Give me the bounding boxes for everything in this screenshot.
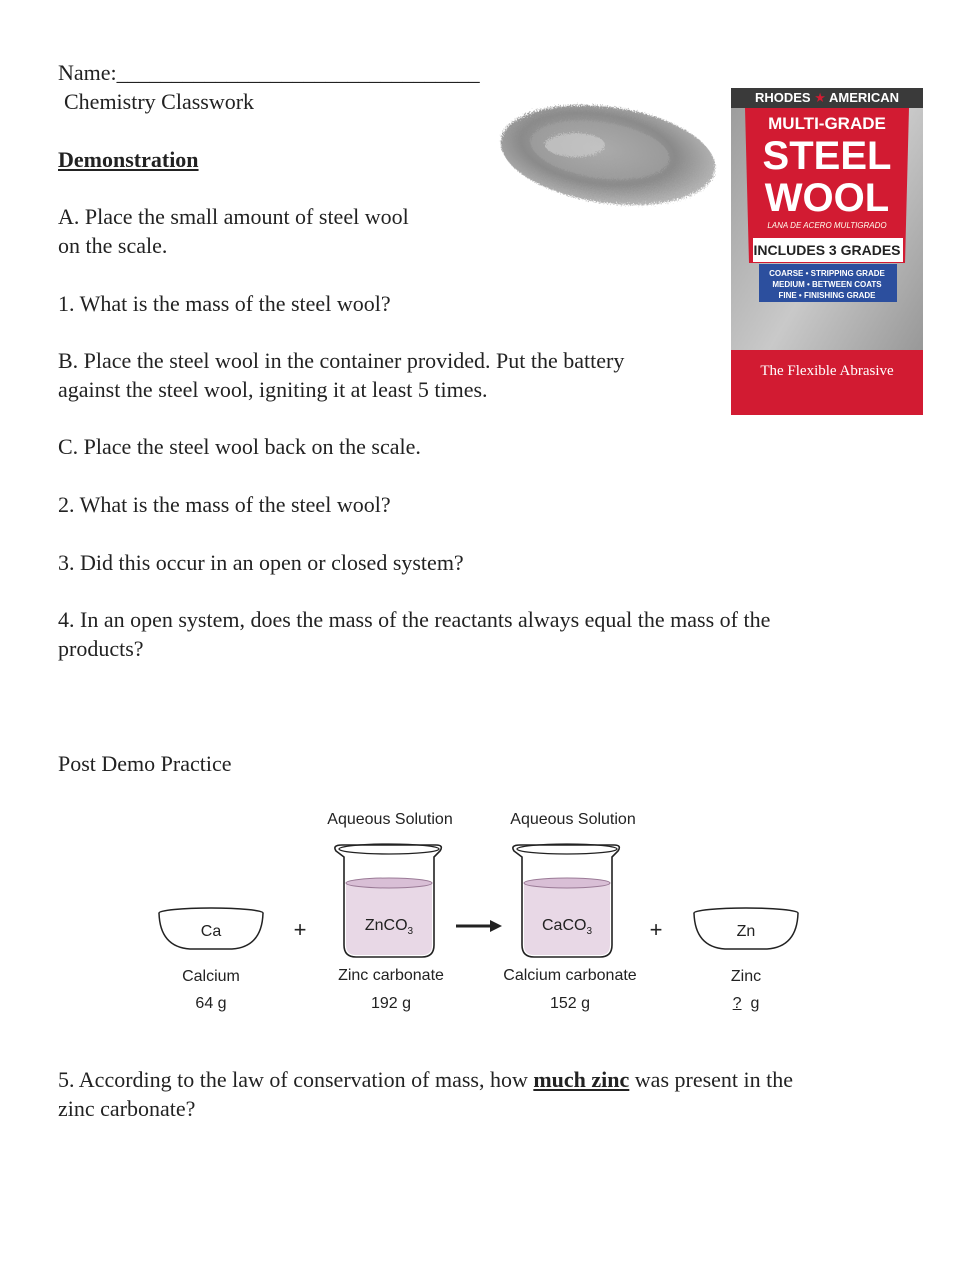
question-1: 1. What is the mass of the steel wool? bbox=[58, 291, 391, 316]
calcium-carbonate-formula: CaCO$_3$ bbox=[541, 917, 592, 938]
calcium-name: Calcium bbox=[182, 968, 240, 985]
zinc-name: Zinc bbox=[730, 968, 762, 985]
step-c: C. Place the steel wool back on the scale. bbox=[58, 434, 421, 459]
package-spanish: LANA DE ACERO MULTIGRADO bbox=[767, 221, 887, 230]
zinc-carbonate-mass: 192 g bbox=[370, 995, 412, 1012]
question-5-emphasis: much zinc bbox=[533, 1067, 630, 1092]
step-a-line2: on the scale. bbox=[58, 233, 168, 258]
step-a-line1: A. Place the small amount of steel wool bbox=[58, 204, 409, 229]
name-line: _________________________________ bbox=[116, 60, 480, 85]
grade-medium: MEDIUM • BETWEEN COATS bbox=[772, 280, 882, 289]
zinc-mass-unknown: ? bbox=[732, 995, 742, 1012]
calcium-carbonate-name: Calcium carbonate bbox=[503, 967, 637, 984]
reaction-diagram bbox=[150, 805, 810, 1030]
question-5-line1 bbox=[58, 1065, 793, 1094]
steel-wool-image bbox=[495, 95, 725, 220]
plus-sign-2: + bbox=[649, 917, 663, 942]
calcium-carbonate-beaker bbox=[513, 844, 619, 957]
star-icon: ★ bbox=[814, 90, 826, 105]
name-label: Name: bbox=[58, 60, 117, 85]
demo-heading: Demonstration bbox=[58, 147, 199, 172]
calcium-formula: Ca bbox=[200, 923, 222, 940]
question-5-pre: 5. According to the law of conservation of mass, how bbox=[58, 1067, 534, 1092]
question-5-post: was present in the bbox=[629, 1067, 794, 1092]
question-4-line2: products? bbox=[58, 636, 144, 661]
package-includes: INCLUDES 3 GRADES bbox=[753, 242, 901, 258]
brand-right: AMERICAN bbox=[828, 90, 900, 105]
reaction-arrow bbox=[456, 920, 502, 932]
step-b-line1: B. Place the steel wool in the container provided. Put the battery bbox=[58, 348, 625, 373]
package-grades-list bbox=[731, 268, 923, 301]
package-word-wool: WOOL bbox=[764, 176, 890, 220]
calcium-mass: 64 g bbox=[195, 995, 227, 1012]
zinc-mass bbox=[706, 995, 786, 1013]
calcium-carbonate-mass: 152 g bbox=[549, 995, 591, 1012]
aqueous-label-1: Aqueous Solution bbox=[327, 811, 453, 828]
question-4-line1: 4. In an open system, does the mass of the reactants always equal the mass of the bbox=[58, 607, 771, 632]
brand-left: RHODES bbox=[754, 90, 811, 105]
zinc-carbonate-name: Zinc carbonate bbox=[338, 967, 444, 984]
question-5-line2: zinc carbonate? bbox=[58, 1096, 196, 1121]
package-word-steel: STEEL bbox=[762, 134, 892, 178]
page-subtitle: Chemistry Classwork bbox=[64, 89, 255, 114]
steel-wool-package bbox=[731, 88, 923, 415]
package-tagline: The Flexible Abrasive bbox=[760, 363, 894, 379]
aqueous-label-2: Aqueous Solution bbox=[510, 811, 636, 828]
zinc-mass-unit: g bbox=[750, 995, 760, 1012]
step-b-line2: against the steel wool, igniting it at least 5 times. bbox=[58, 377, 488, 402]
question-3: 3. Did this occur in an open or closed system? bbox=[58, 550, 464, 575]
package-grade: MULTI-GRADE bbox=[768, 114, 886, 133]
question-2: 2. What is the mass of the steel wool? bbox=[58, 492, 391, 517]
grade-coarse: COARSE • STRIPPING GRADE bbox=[769, 269, 885, 278]
practice-heading: Post Demo Practice bbox=[58, 751, 232, 776]
grade-fine: FINE • FINISHING GRADE bbox=[778, 291, 876, 300]
zinc-formula: Zn bbox=[736, 923, 756, 940]
name-row bbox=[58, 58, 480, 87]
zinc-carbonate-formula: ZnCO$_3$ bbox=[364, 917, 414, 938]
package-brand bbox=[731, 90, 923, 106]
plus-sign-1: + bbox=[293, 917, 307, 942]
zinc-carbonate-beaker bbox=[335, 844, 441, 957]
